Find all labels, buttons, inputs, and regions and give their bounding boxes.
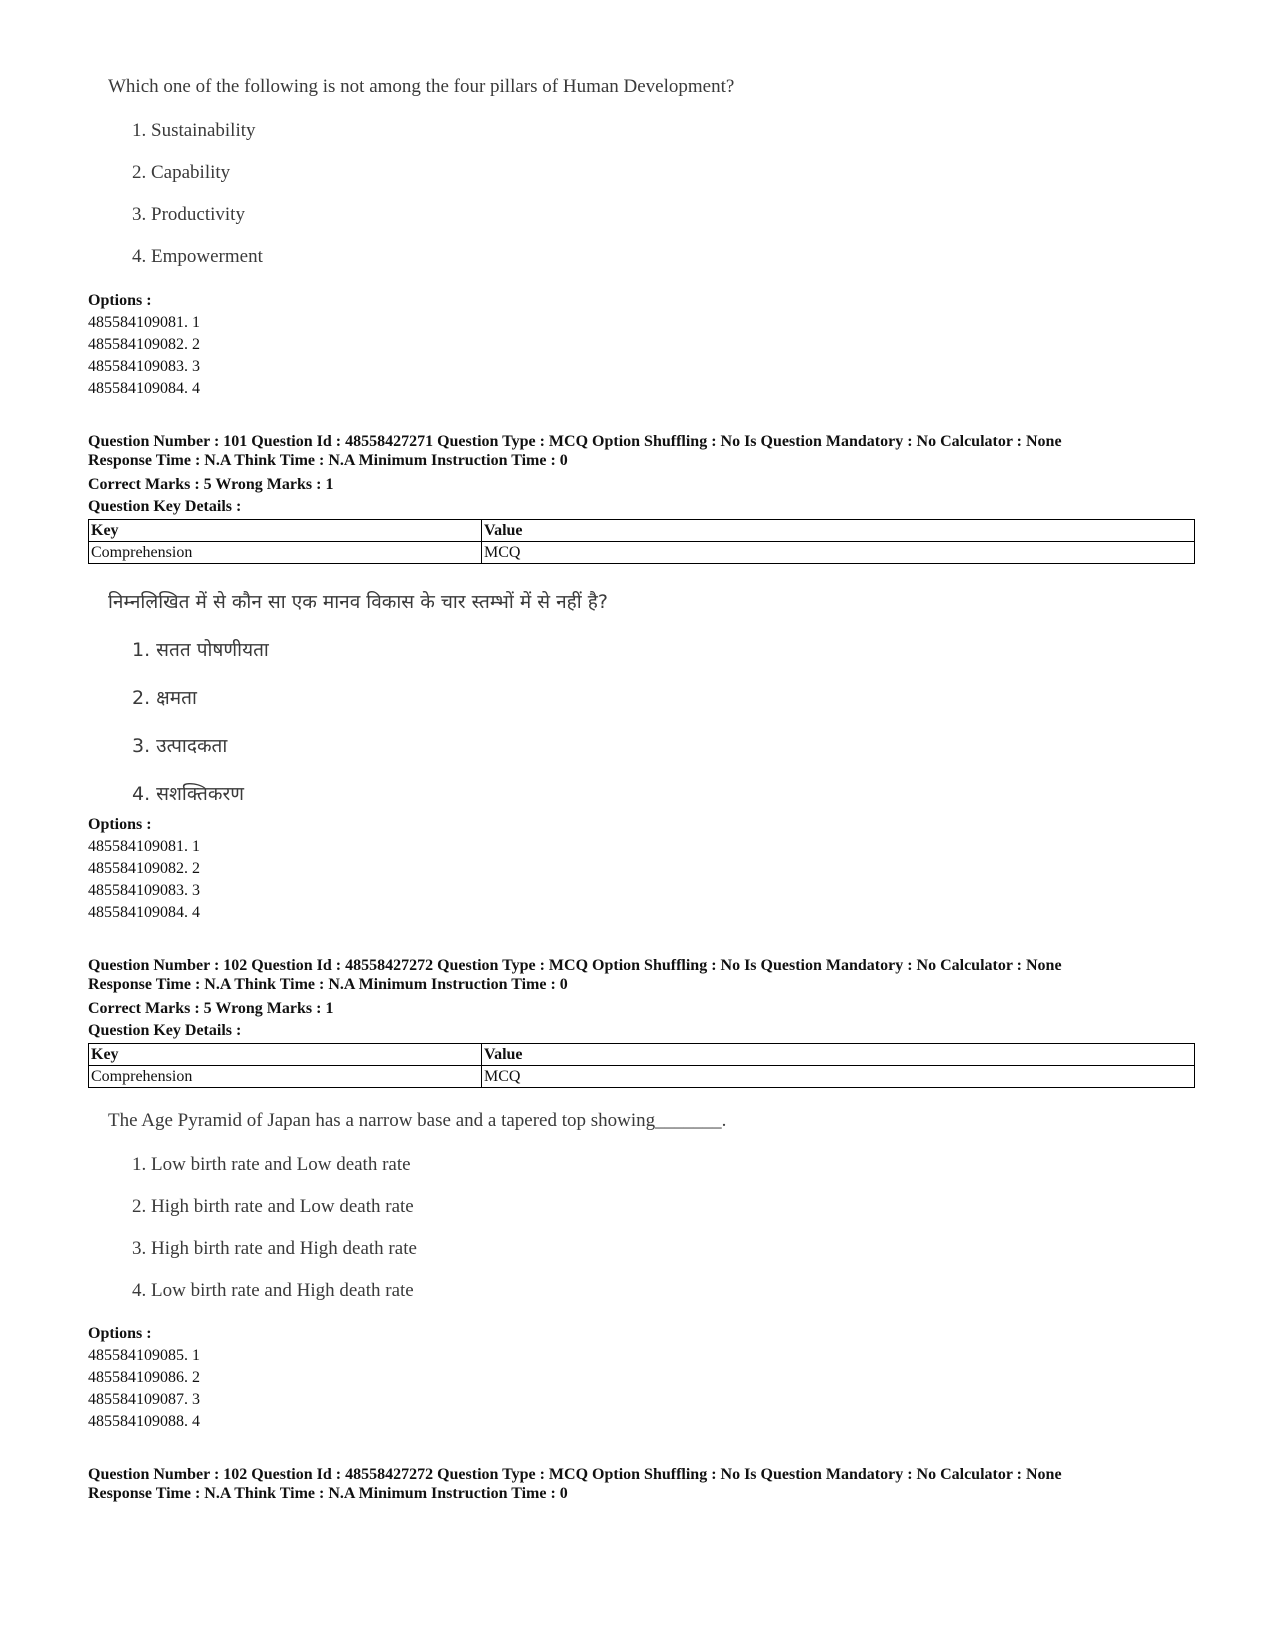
option-id: 485584109085. 1 — [88, 1347, 200, 1364]
choice-item: 3. Productivity — [132, 204, 245, 225]
question-meta-line: Response Time : N.A Think Time : N.A Minimum Instruction Time : 0 — [88, 976, 568, 993]
options-label: Options : — [88, 816, 152, 833]
option-id: 485584109082. 2 — [88, 336, 200, 353]
question-text: निम्नलिखित में से कौन सा एक मानव विकास के चार स्तम्भों में से नहीं है? — [108, 591, 608, 613]
question-meta-line: Response Time : N.A Think Time : N.A Minimum Instruction Time : 0 — [88, 1485, 568, 1502]
table-header-value: Value — [482, 1044, 1195, 1066]
options-label: Options : — [88, 1325, 152, 1342]
key-details-label: Question Key Details : — [88, 1022, 242, 1039]
question-image-english-2 — [100, 1110, 726, 1302]
table-cell-key: Comprehension — [89, 542, 482, 564]
table-header-key: Key — [89, 1044, 482, 1066]
choice-item: 2. क्षमता — [132, 687, 197, 709]
option-id: 485584109084. 4 — [88, 380, 200, 397]
options-label: Options : — [88, 292, 152, 309]
question-meta-line: Question Number : 102 Question Id : 48558427272 Question Type : MCQ Option Shuffling : No Is Question Mandatory : No Calculator : None — [88, 1466, 1062, 1483]
choice-item: 3. उत्पादकता — [132, 735, 228, 757]
choice-item: 1. Sustainability — [132, 120, 256, 141]
table-header-value: Value — [482, 520, 1195, 542]
table-cell-value: MCQ — [482, 1066, 1195, 1088]
table-cell-value: MCQ — [482, 542, 1195, 564]
question-meta-line: Question Number : 102 Question Id : 48558427272 Question Type : MCQ Option Shuffling : No Is Question Mandatory : No Calculator : None — [88, 957, 1062, 974]
choice-item: 2. Capability — [132, 162, 231, 183]
table-header-key: Key — [89, 520, 482, 542]
question-image-english-1 — [100, 76, 734, 268]
question-meta-102 — [88, 956, 1062, 994]
option-id: 485584109083. 3 — [88, 358, 200, 375]
marks-line: Correct Marks : 5 Wrong Marks : 1 — [88, 476, 334, 493]
choice-item: 2. High birth rate and Low death rate — [132, 1196, 414, 1217]
options-list-1 — [88, 290, 200, 400]
choice-item: 3. High birth rate and High death rate — [132, 1238, 417, 1259]
choice-item: 4. सशक्तिकरण — [132, 783, 244, 805]
option-id: 485584109081. 1 — [88, 314, 200, 331]
question-key-table-102 — [88, 1043, 1195, 1088]
question-meta-line: Question Number : 101 Question Id : 48558427271 Question Type : MCQ Option Shuffling : No Is Question Mandatory : No Calculator : None — [88, 433, 1062, 450]
question-text: The Age Pyramid of Japan has a narrow base and a tapered top showing_______. — [108, 1110, 727, 1131]
choice-item: 4. Empowerment — [132, 246, 263, 267]
options-list-2 — [88, 814, 200, 924]
choice-item: 1. सतत पोषणीयता — [132, 639, 269, 661]
option-id: 485584109088. 4 — [88, 1413, 200, 1430]
question-meta-102-repeat — [88, 1465, 1062, 1503]
choice-item: 1. Low birth rate and Low death rate — [132, 1154, 411, 1175]
question-marks-101 — [88, 474, 333, 518]
option-id: 485584109083. 3 — [88, 882, 200, 899]
option-id: 485584109082. 2 — [88, 860, 200, 877]
option-id: 485584109084. 4 — [88, 904, 200, 921]
option-id: 485584109086. 2 — [88, 1369, 200, 1386]
options-list-3 — [88, 1323, 200, 1433]
choice-item: 4. Low birth rate and High death rate — [132, 1280, 414, 1301]
option-id: 485584109081. 1 — [88, 838, 200, 855]
marks-line: Correct Marks : 5 Wrong Marks : 1 — [88, 1000, 334, 1017]
question-meta-line: Response Time : N.A Think Time : N.A Minimum Instruction Time : 0 — [88, 452, 568, 469]
key-details-label: Question Key Details : — [88, 498, 242, 515]
option-id: 485584109087. 3 — [88, 1391, 200, 1408]
question-key-table-101 — [88, 519, 1195, 564]
question-meta-101 — [88, 432, 1062, 470]
question-marks-102 — [88, 998, 333, 1042]
question-image-hindi — [100, 588, 608, 806]
table-cell-key: Comprehension — [89, 1066, 482, 1088]
question-text: Which one of the following is not among the four pillars of Human Development? — [108, 76, 735, 97]
